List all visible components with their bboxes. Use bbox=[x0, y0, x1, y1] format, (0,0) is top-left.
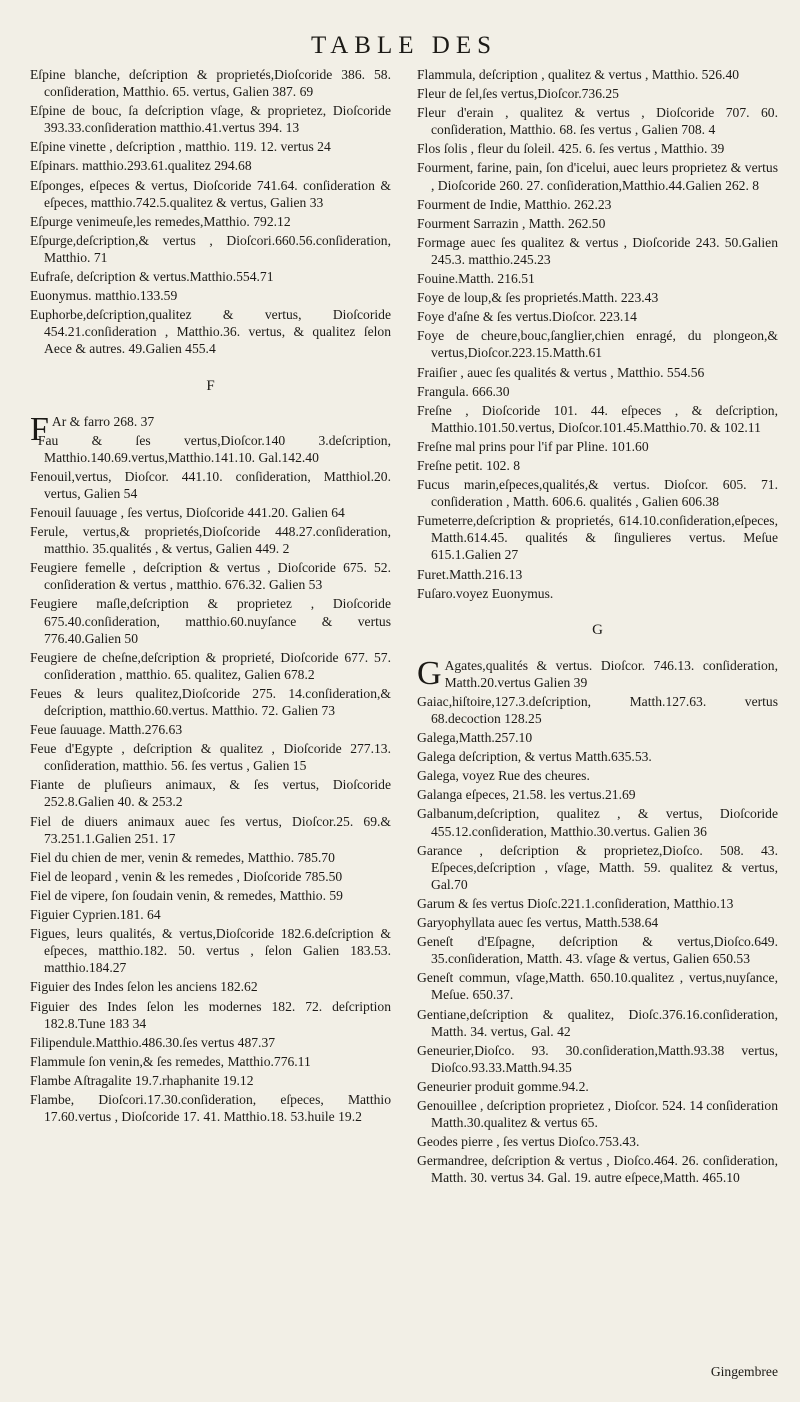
index-entry: Fourment Sarrazin , Matth. 262.50 bbox=[417, 215, 606, 231]
index-entry: Freſne petit. 102. 8 bbox=[417, 457, 521, 473]
right-entries-f bbox=[417, 66, 778, 602]
index-entry: Germandree, deſcription & vertus , Dioſco.464. 26. conſideration, Matth. 30. vertus 34. Gal. 19. autre eſpece,Matth. 465.10 bbox=[417, 1153, 778, 1186]
right-entries-g bbox=[417, 654, 778, 1187]
index-entry: Freſne mal prins pour l'if par Pline. 101.60 bbox=[417, 438, 649, 454]
index-entry: Flammule ſon venin,& ſes remedes, Matthio.776.11 bbox=[30, 1053, 311, 1069]
index-entry: FAr & farro 268. 37 bbox=[30, 410, 155, 448]
index-entry: Garyophyllata auec ſes vertus, Matth.538.64 bbox=[417, 915, 659, 931]
index-entry: Geneſt d'Eſpagne, deſcription & vertus,Dioſco.649. 35.conſideration, Matth. 43. vſage & vertus, Galien 650.53 bbox=[417, 934, 778, 967]
index-entry: Freſne , Dioſcoride 101. 44. eſpeces , & deſcription, Matthio.101.50.vertus, Dioſcor.101.45.Matthio.70. & 102.11 bbox=[417, 402, 778, 435]
index-entry: Fiante de pluſieurs animaux, & ſes vertus, Dioſcoride 252.8.Galien 40. & 253.2 bbox=[30, 777, 391, 810]
index-entry: Eſpurge venimeuſe,les remedes,Matthio. 792.12 bbox=[30, 213, 291, 229]
index-entry: Gentiane,deſcription & qualitez, Dioſc.376.16.conſideration, Matth. 34. vertus, Gal. 42 bbox=[417, 1006, 778, 1039]
index-entry: Fleur d'erain , qualitez & vertus , Dioſcoride 707. 60. conſideration, Matthio. 68. ſes vertus , Galien 708. 4 bbox=[417, 105, 778, 138]
index-entry: Fumeterre,deſcription & proprietés, 614.10.conſideration,eſpeces, Matth.614.45. qualités & ſingulieres vertus. Meſue 615.1.Galien 27 bbox=[417, 513, 778, 563]
index-entry: Fenouil,vertus, Dioſcor. 441.10. conſideration, Matthiol.20. vertus, Galien 54 bbox=[30, 468, 391, 501]
index-entry: Foye d'aſne & ſes vertus.Dioſcor. 223.14 bbox=[417, 309, 637, 325]
index-entry: Fourment de Indie, Matthio. 262.23 bbox=[417, 196, 612, 212]
index-entry: Figuier des Indes ſelon les anciens 182.62 bbox=[30, 979, 258, 995]
index-entry: Garance , deſcription & proprietez,Dioſco. 508. 43. Eſpeces,deſcription , vſage, Matth. 59. qualitez & vertus, Gal.70 bbox=[417, 842, 778, 892]
index-entry: Figues, leurs qualités, & vertus,Dioſcoride 182.6.deſcription & eſpeces, matthio.182. 50. vertus , ſelon Galien 183.53. matthio.184.27 bbox=[30, 926, 391, 976]
index-entry: Eufraſe, deſcription & vertus.Matthio.554.71 bbox=[30, 269, 274, 285]
index-entry: Garum & ſes vertus Dioſc.221.1.conſideration, Matthio.13 bbox=[417, 895, 734, 911]
index-entry: Feues & leurs qualitez,Dioſcoride 275. 14.conſideration,& deſcription, matthio.60.vertus. Matthio. 72. Galien 73 bbox=[30, 685, 391, 718]
index-entry: Genouillee , deſcription proprietez , Dioſcor. 524. 14 conſideration Matth.30.qualitez & vertus 65. bbox=[417, 1097, 778, 1131]
left-column bbox=[30, 66, 391, 1188]
index-entry: Fiel de leopard , venin & les remedes , Dioſcoride 785.50 bbox=[30, 868, 343, 884]
index-entry: Flambe, Dioſcori.17.30.conſideration, eſpeces, Matthio 17.60.vertus , Dioſcoride 17. 41. Matthio.18. 53.huile 19.2 bbox=[30, 1091, 391, 1125]
index-entry: Frangula. 666.30 bbox=[417, 383, 510, 399]
index-entry: Eſpine de bouc, ſa deſcription vſage, & proprietez, Dioſcoride 393.33.conſideration matthio.41.vertus 394. 13 bbox=[30, 103, 391, 136]
index-entry: Foye de cheure,bouc,ſanglier,chien enragé, du plongeon,& vertus,Dioſcor.223.15.Matth.61 bbox=[417, 328, 778, 361]
index-entry: Galega,Matth.257.10 bbox=[417, 730, 533, 746]
index-entry: Feue ſauuage. Matth.276.63 bbox=[30, 722, 183, 738]
index-entry: Galbanum,deſcription, qualitez , & vertus, Dioſcoride 455.12.conſideration, Matthio.30.vertus. Galien 36 bbox=[417, 806, 778, 839]
index-entry: Fau & ſes vertus,Dioſcor.140 3.deſcription, Matthio.140.69.vertus,Matthio.141.10. Gal.142.40 bbox=[37, 432, 391, 465]
running-head: TABLE DES bbox=[310, 32, 498, 59]
index-entry: Feugiere femelle , deſcription & vertus , Dioſcoride 675. 52. conſideration & vertus , matthio. 676.32. Galien 53 bbox=[30, 560, 391, 593]
index-entry: Feugiere de cheſne,deſcription & proprieté, Dioſcoride 677. 57. conſideration , matthio. 65. qualitez, Galien 678.2 bbox=[30, 649, 391, 682]
index-entry: Feue d'Egypte , deſcription & qualitez , Dioſcoride 277.13. conſideration, matthio. 56. ſes vertus , Galien 15 bbox=[30, 741, 391, 774]
index-entry: Figuier des Indes ſelon les modernes 182. 72. deſcription 182.8.Tune 183 34 bbox=[30, 998, 391, 1031]
index-entry: Filipendule.Matthio.486.30.ſes vertus 487.37 bbox=[30, 1034, 276, 1050]
index-entry: Formage auec ſes qualitez & vertus , Dioſcoride 243. 50.Galien 245.3. matthio.245.23 bbox=[417, 234, 778, 267]
index-entry: Foye de loup,& ſes proprietés.Matth. 223.43 bbox=[417, 290, 659, 306]
right-column bbox=[417, 66, 778, 1188]
index-entry: Ferule, vertus,& proprietés,Dioſcoride 448.27.conſideration, matthio. 35.qualités , & vertus, Galien 449. 2 bbox=[30, 524, 391, 557]
index-entry: Euphorbe,deſcription,qualitez & vertus, Dioſcoride 454.21.conſideration , Matthio.36. vertus, & qualitez ſelon Aece & autres. 49.Galien 455.4 bbox=[30, 307, 391, 357]
index-entry: Eſpine blanche, deſcription & proprietés,Dioſcoride 386. 58. conſideration, Matthio. 65. vertus, Galien 387. 69 bbox=[30, 67, 391, 100]
index-entry: Flambe Aſtragalite 19.7.rhaphanite 19.12 bbox=[30, 1072, 254, 1088]
index-entry: Eſponges, eſpeces & vertus, Dioſcoride 741.64. conſideration & eſpeces, matthio.742.5.qualitez & vertus, Galien 33 bbox=[30, 177, 391, 210]
section-letter-f: F bbox=[206, 377, 215, 394]
index-entry: Eſpinars. matthio.293.61.qualitez 294.68 bbox=[30, 158, 252, 174]
index-entry: Feugiere maſle,deſcription & proprietez , Dioſcoride 675.40.conſideration, matthio.60.nuyſance & vertus 776.40.Galien 50 bbox=[30, 596, 391, 646]
index-entry: Geneurier produit gomme.94.2. bbox=[417, 1078, 589, 1094]
index-entry: Geneſt commun, vſage,Matth. 650.10.qualitez , vertus,nuyſance, Meſue. 650.37. bbox=[417, 970, 778, 1003]
section-letter-g: G bbox=[592, 621, 603, 638]
index-entry: Fuſaro.voyez Euonymus. bbox=[417, 585, 554, 601]
index-entry: Figuier Cyprien.181. 64 bbox=[30, 907, 161, 923]
index-entry: Fraiſier , auec ſes qualités & vertus , Matthio. 554.56 bbox=[417, 364, 705, 380]
catchword: Gingembree bbox=[710, 1364, 778, 1379]
index-entry: Fiel du chien de mer, venin & remedes, Matthio. 785.70 bbox=[30, 849, 335, 865]
index-entry: Flos ſolis , fleur du ſoleil. 425. 6. ſes vertus , Matthio. 39 bbox=[417, 141, 725, 157]
index-entry: Fiel de vipere, ſon ſoudain venin, & remedes, Matthio. 59 bbox=[30, 887, 343, 903]
index-entry: Fucus marin,eſpeces,qualités,& vertus. Dioſcor. 605. 71. conſideration , Matth. 606.6. qualités , Galien 606.38 bbox=[417, 477, 778, 510]
index-entry: Eſpine vinette , deſcription , matthio. 119. 12. vertus 24 bbox=[30, 139, 331, 155]
index-entry: Galega deſcription, & vertus Matth.635.53. bbox=[417, 749, 652, 765]
index-entry: Fourment, farine, pain, ſon d'icelui, auec leurs proprietez & vertus , Dioſcoride 260. 27. conſideration,Matthio.44.Galien 262. 8 bbox=[417, 160, 778, 193]
index-entry: Fleur de ſel,ſes vertus,Dioſcor.736.25 bbox=[417, 86, 619, 102]
index-entry: Euonymus. matthio.133.59 bbox=[30, 288, 178, 304]
index-entry: Furet.Matth.216.13 bbox=[417, 566, 523, 582]
index-entry: GAgates,qualités & vertus. Dioſcor. 746.13. conſideration, Matth.20.vertus Galien 39 bbox=[417, 654, 778, 692]
index-columns bbox=[30, 66, 778, 1188]
index-entry: Fenouil ſauuage , ſes vertus, Dioſcoride 441.20. Galien 64 bbox=[30, 504, 345, 520]
left-entries-f bbox=[30, 410, 391, 1126]
index-entry: Geneurier,Dioſco. 93. 30.conſideration,Matth.93.38 vertus, Dioſco.93.33.Matth.94.35 bbox=[417, 1042, 778, 1075]
index-entry: Eſpurge,deſcription,& vertus , Dioſcori.660.56.conſideration, Matthio. 71 bbox=[30, 232, 391, 265]
index-entry: Galega, voyez Rue des cheures. bbox=[417, 768, 590, 784]
index-entry: Geodes pierre , ſes vertus Dioſco.753.43. bbox=[417, 1134, 640, 1150]
index-entry: Galanga eſpeces, 21.58. les vertus.21.69 bbox=[417, 787, 636, 803]
index-entry: Gaiac,hiſtoire,127.3.deſcription, Matth.127.63. vertus 68.decoction 128.25 bbox=[417, 693, 778, 726]
index-entry: Fiel de diuers animaux auec ſes vertus, Dioſcor.25. 69.& 73.251.1.Galien 251. 17 bbox=[30, 813, 391, 846]
index-entry: Flammula, deſcription , qualitez & vertus , Matthio. 526.40 bbox=[417, 67, 740, 82]
index-entry: Fouine.Matth. 216.51 bbox=[417, 271, 535, 287]
left-entries-e bbox=[30, 66, 391, 358]
